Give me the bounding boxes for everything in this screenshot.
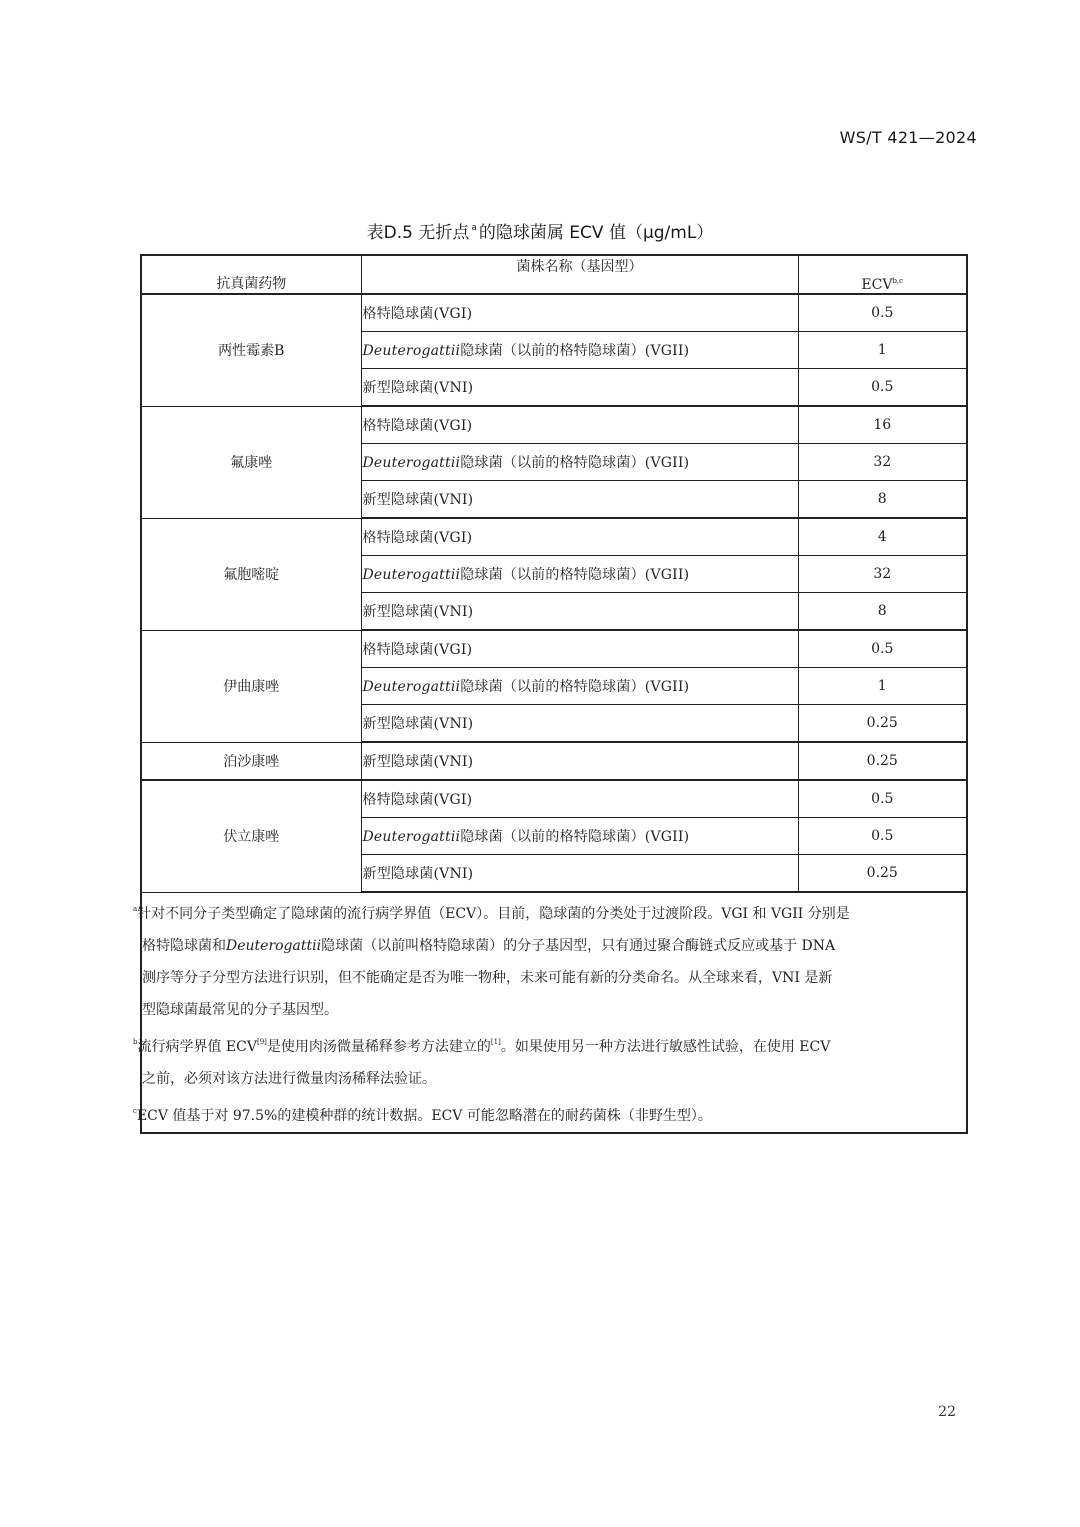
ecv-value-cell: 32 <box>798 556 967 593</box>
strain-name: 新型隐球菌(VNI) <box>362 380 474 396</box>
strain-cell <box>361 855 798 893</box>
footnote-a <box>133 893 966 1026</box>
footnote-b-text-1b: 是使用肉汤微量稀释参考方法建立的 <box>266 1039 491 1055</box>
footnote-a-text-2b: 隐球菌（以前叫格特隐球菌）的分子基因型，只有通过聚合酶链式反应或基于 DNA <box>321 938 836 954</box>
ecv-value-cell: 0.25 <box>798 705 967 743</box>
footnote-c-marker: c <box>133 1107 137 1115</box>
table-title-footnote-marker: a <box>471 223 477 233</box>
footnote-b <box>133 1026 966 1095</box>
table-header-row <box>141 255 967 294</box>
strain-cell <box>361 705 798 743</box>
table-row <box>141 742 967 780</box>
footnote-b-reference-1: [1] <box>490 1038 501 1046</box>
table-title <box>0 218 1080 243</box>
strain-cell <box>361 481 798 519</box>
column-header-drug: 抗真菌药物 <box>141 255 361 294</box>
strain-cell <box>361 406 798 444</box>
table-row <box>141 780 967 818</box>
strain-name: 隐球菌（以前的格特隐球菌）(VGII) <box>460 455 690 471</box>
table-title-suffix: 的隐球菌属 ECV 值（µg/mL） <box>478 223 714 243</box>
footnote-b-line-2: 之前，必须对该方法进行微量肉汤稀释法验证。 <box>142 1071 436 1087</box>
ecv-value-cell: 0.5 <box>798 294 967 332</box>
strain-name: 格特隐球菌(VGI) <box>362 306 473 322</box>
strain-cell <box>361 818 798 855</box>
strain-name: 隐球菌（以前的格特隐球菌）(VGII) <box>460 829 690 845</box>
footnote-a-marker: a <box>133 905 138 913</box>
drug-cell: 泊沙康唑 <box>141 742 361 780</box>
footnote-a-line-4: 型隐球菌最常见的分子基因型。 <box>142 1002 338 1018</box>
species-name: Deuterogattii <box>362 343 461 359</box>
ecv-value-cell: 1 <box>798 668 967 705</box>
footnote-b-reference-9: [9] <box>256 1038 267 1046</box>
strain-cell <box>361 294 798 332</box>
table-row <box>141 406 967 444</box>
strain-name: 新型隐球菌(VNI) <box>362 492 474 508</box>
table-row <box>141 630 967 668</box>
ecv-value-cell: 0.5 <box>798 630 967 668</box>
ecv-value-cell: 8 <box>798 481 967 519</box>
strain-name: 格特隐球菌(VGI) <box>362 530 473 546</box>
column-header-ecv <box>798 255 967 294</box>
table-title-prefix: 表D.5 无折点 <box>366 223 470 243</box>
column-header-ecv-footnote-marker: b,c <box>892 277 904 285</box>
strain-cell <box>361 518 798 556</box>
strain-name: 隐球菌（以前的格特隐球菌）(VGII) <box>460 343 690 359</box>
drug-cell: 伏立康唑 <box>141 780 361 892</box>
strain-name: 新型隐球菌(VNI) <box>362 604 474 620</box>
strain-cell <box>361 556 798 593</box>
strain-name: 隐球菌（以前的格特隐球菌）(VGII) <box>460 567 690 583</box>
ecv-value-cell: 4 <box>798 518 967 556</box>
footnote-c-text: ECV 值基于对 97.5%的建模种群的统计数据。ECV 可能忽略潜在的耐药菌株（非野生型）。 <box>136 1108 712 1124</box>
table-body <box>141 294 967 892</box>
strain-name: 新型隐球菌(VNI) <box>362 866 474 882</box>
footnote-a-text-1: 针对不同分子类型确定了隐球菌的流行病学界值（ECV）。目前，隐球菌的分类处于过渡阶段。VGI 和 VGII 分别是 <box>137 906 850 922</box>
ecv-value-cell: 0.25 <box>798 855 967 893</box>
footnote-a-line-2 <box>142 930 966 962</box>
footnote-b-marker: b <box>133 1038 138 1046</box>
footnote-a-line-1 <box>133 893 966 930</box>
ecv-table <box>133 254 968 1134</box>
column-header-ecv-label: ECV <box>861 277 893 293</box>
species-name: Deuterogattii <box>362 679 461 695</box>
ecv-value-cell: 0.5 <box>798 369 967 407</box>
strain-name: 格特隐球菌(VGI) <box>362 642 473 658</box>
drug-cell: 氟胞嘧啶 <box>141 518 361 630</box>
strain-cell <box>361 332 798 369</box>
ecv-value-cell: 0.5 <box>798 780 967 818</box>
footnote-c-line-1 <box>133 1095 966 1132</box>
strain-name: 新型隐球菌(VNI) <box>362 754 474 770</box>
page-number: 22 <box>938 1404 956 1420</box>
species-name: Deuterogattii <box>362 829 461 845</box>
species-name: Deuterogattii <box>362 455 461 471</box>
footnote-b-text-1c: 。如果使用另一种方法进行敏感性试验，在使用 ECV <box>500 1039 831 1055</box>
species-name: Deuterogattii <box>362 567 461 583</box>
drug-cell: 氟康唑 <box>141 406 361 518</box>
drug-cell: 伊曲康唑 <box>141 630 361 742</box>
table-row <box>141 518 967 556</box>
footnote-b-text-1a: 流行病学界值 ECV <box>137 1039 257 1055</box>
ecv-value-cell: 0.25 <box>798 742 967 780</box>
column-header-strain: 菌株名称（基因型） <box>361 255 798 294</box>
drug-cell: 两性霉素B <box>141 294 361 406</box>
footnote-a-line-3: 测序等分子分型方法进行识别，但不能确定是否为唯一物种，未来可能有新的分类命名。从全球来看，VNI 是新 <box>142 970 833 986</box>
strain-cell <box>361 593 798 631</box>
strain-cell <box>361 742 798 780</box>
strain-cell <box>361 369 798 407</box>
footnote-c <box>133 1095 966 1132</box>
ecv-value-cell: 1 <box>798 332 967 369</box>
strain-cell <box>361 630 798 668</box>
ecv-value-cell: 16 <box>798 406 967 444</box>
strain-name: 隐球菌（以前的格特隐球菌）(VGII) <box>460 679 690 695</box>
standard-code: WS/T 421—2024 <box>839 128 977 147</box>
footnote-b-line-1 <box>133 1026 966 1063</box>
strain-cell <box>361 780 798 818</box>
ecv-value-cell: 8 <box>798 593 967 631</box>
ecv-value-cell: 32 <box>798 444 967 481</box>
strain-name: 格特隐球菌(VGI) <box>362 792 473 808</box>
footnote-a-text-2a: 格特隐球菌和 <box>142 938 226 954</box>
footnote-a-species-name: Deuterogattii <box>226 938 322 954</box>
strain-name: 新型隐球菌(VNI) <box>362 716 474 732</box>
table-notes <box>133 892 967 1133</box>
ecv-value-cell: 0.5 <box>798 818 967 855</box>
table-row <box>141 294 967 332</box>
strain-cell <box>361 444 798 481</box>
strain-name: 格特隐球菌(VGI) <box>362 418 473 434</box>
table-notes-row <box>141 892 967 1133</box>
strain-cell <box>361 668 798 705</box>
